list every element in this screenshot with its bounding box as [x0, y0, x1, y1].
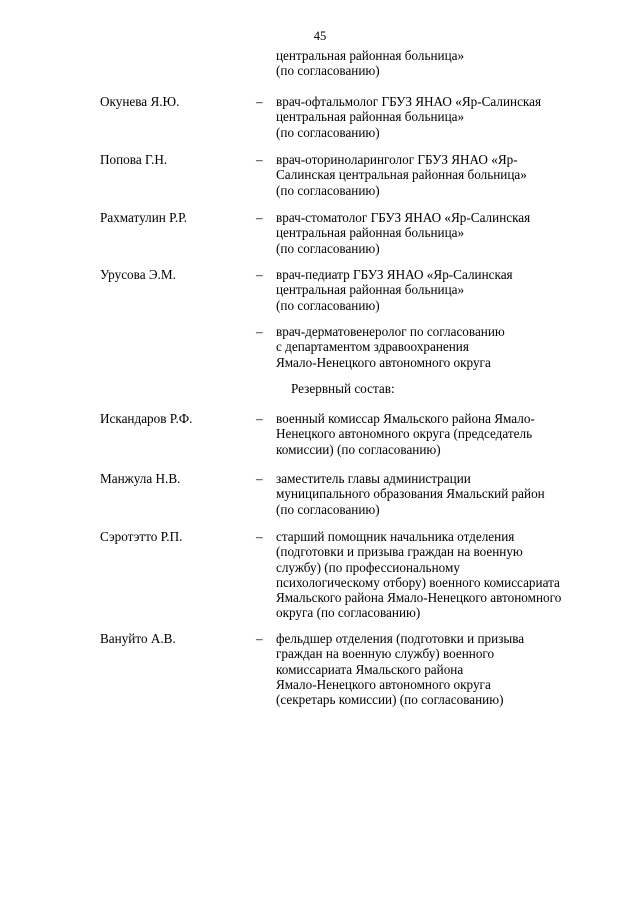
member-position — [276, 324, 505, 370]
desc-line: Ямало-Ненецкого автономного округа — [276, 676, 491, 692]
dash: – — [256, 94, 263, 109]
member-name: Сэротэтто Р.П. — [100, 529, 183, 544]
continued-description — [276, 48, 464, 79]
desc-line: врач-педиатр ГБУЗ ЯНАО «Яр-Салинская — [276, 267, 513, 282]
desc-line: центральная районная больница» — [276, 282, 465, 298]
desc-line: (подготовки и призыва граждан на военную — [276, 544, 523, 560]
dash: – — [256, 210, 263, 225]
member-name: Урусова Э.М. — [100, 267, 176, 282]
desc-line: округа (по согласованию) — [276, 605, 421, 621]
desc-line: врач-стоматолог ГБУЗ ЯНАО «Яр-Салинская — [276, 210, 531, 225]
member-name: Вануйто А.В. — [100, 631, 176, 646]
member-name: Попова Г.Н. — [100, 152, 168, 167]
desc-line: комиссариата Ямальского района — [276, 661, 464, 677]
desc-line: (по согласованию) — [276, 63, 380, 79]
desc-line: (по согласованию) — [276, 501, 380, 517]
desc-line: фельдшер отделения (подготовки и призыва — [276, 631, 525, 646]
desc-line: граждан на военную службу) военного — [276, 646, 495, 662]
desc-line: центральная районная больница» — [276, 48, 465, 63]
desc-line: заместитель главы администрации — [276, 471, 471, 486]
desc-line: (по согласованию) — [276, 124, 380, 140]
desc-line: центральная районная больница» — [276, 225, 465, 241]
desc-line: службу) (по профессиональному — [276, 559, 460, 575]
desc-line: Ямальского района Ямало-Ненецкого автономного — [276, 590, 562, 606]
desc-line: (по согласованию) — [276, 240, 380, 256]
desc-line: психологическому отбору) военного комиссариата — [276, 574, 560, 590]
desc-line: комиссии) (по согласованию) — [276, 441, 441, 457]
member-position — [276, 267, 513, 313]
desc-line: Ненецкого автономного округа (председатель — [276, 426, 533, 442]
member-position — [276, 631, 524, 707]
member-position — [276, 152, 527, 198]
dash: – — [256, 471, 263, 486]
dash: – — [256, 152, 263, 167]
desc-line: врач-офтальмолог ГБУЗ ЯНАО «Яр-Салинская — [276, 94, 542, 109]
desc-line: (секретарь комиссии) (по согласованию) — [276, 692, 504, 708]
desc-line: (по согласованию) — [276, 182, 380, 198]
desc-line: (по согласованию) — [276, 297, 380, 313]
reserve-heading: Резервный состав: — [291, 381, 395, 396]
dash: – — [256, 529, 263, 544]
member-position — [276, 411, 535, 457]
member-position — [276, 94, 541, 140]
dash: – — [256, 631, 263, 646]
desc-line: врач-оториноларинголог ГБУЗ ЯНАО «Яр- — [276, 152, 518, 167]
dash: – — [256, 411, 263, 426]
member-position — [276, 529, 561, 621]
desc-line: Ямало-Ненецкого автономного округа — [276, 354, 491, 370]
desc-line: врач-дерматовенеролог по согласованию — [276, 324, 505, 339]
desc-line: военный комиссар Ямальского района Ямало- — [276, 411, 535, 426]
desc-line: с департаментом здравоохранения — [276, 339, 469, 355]
dash: – — [256, 324, 263, 339]
member-position — [276, 471, 545, 517]
desc-line: муниципального образования Ямальский район — [276, 486, 545, 502]
member-name: Окунева Я.Ю. — [100, 94, 180, 109]
member-name: Манжула Н.В. — [100, 471, 181, 486]
desc-line: центральная районная больница» — [276, 109, 465, 125]
desc-line: старший помощник начальника отделения — [276, 529, 515, 544]
member-name: Искандаров Р.Ф. — [100, 411, 193, 426]
member-position — [276, 210, 530, 256]
dash: – — [256, 267, 263, 282]
member-name: Рахматулин Р.Р. — [100, 210, 188, 225]
desc-line: Салинская центральная районная больница» — [276, 167, 527, 183]
page-number: 45 — [313, 29, 327, 43]
